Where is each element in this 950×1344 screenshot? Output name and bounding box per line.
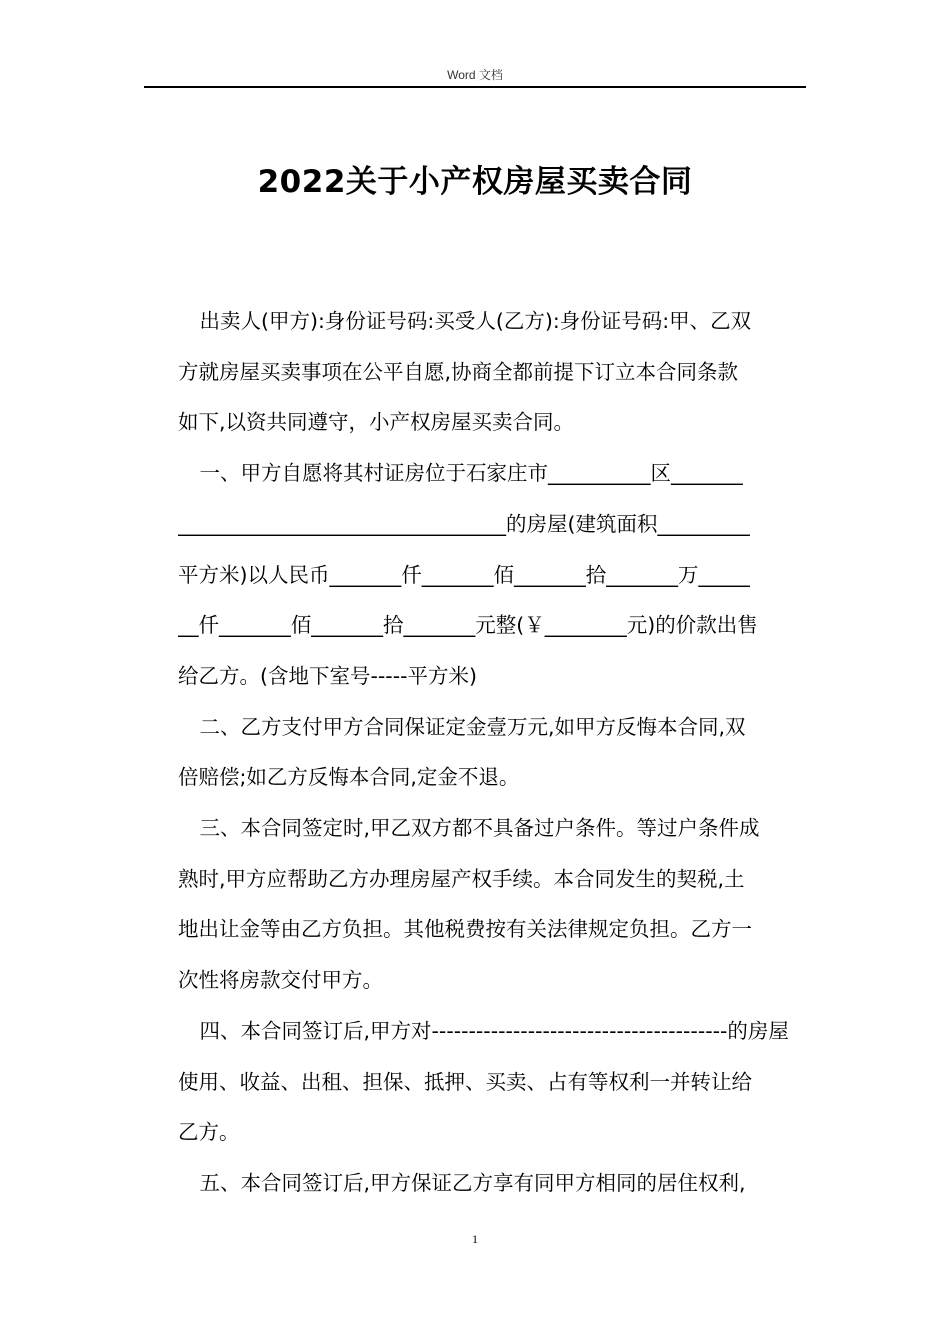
text-line: 方就房屋买卖事项在公平自愿,协商全都前提下订立本合同条款 (178, 359, 739, 384)
text-line: 出卖人(甲方):身份证号码:买受人(乙方):身份证号码:甲、乙双 (199, 309, 752, 333)
paragraph-clause-4 (178, 1006, 808, 1158)
text-line: 如下,以资共同遵守，小产权房屋买卖合同。 (178, 410, 575, 435)
paragraph-clause-5 (178, 1158, 808, 1209)
text-line: 使用、收益、出租、担保、抵押、买卖、占有等权利一并转让给 (178, 1069, 752, 1094)
paragraph-clause-2 (178, 702, 808, 803)
text-line: 熟时,甲方应帮助乙方办理房屋产权手续。本合同发生的契税,土 (178, 866, 745, 891)
text-line: __仟_______佰_______拾_______元整(￥________元)的价款出售 (178, 613, 758, 638)
text-line: 四、本合同签订后,甲方对----------------------------------------的房屋 (199, 1018, 789, 1043)
text-line: 地出让金等由乙方负担。其他税费按有关法律规定负担。乙方一 (178, 917, 752, 942)
document-title: 2022关于小产权房屋买卖合同 (257, 164, 693, 200)
text-line: 乙方。 (178, 1120, 240, 1145)
page-number: 1 (472, 1232, 478, 1246)
text-line: 平方米)以人民币_______仟_______佰_______拾_______万_____ (178, 562, 750, 587)
page-header: Word 文档 (447, 68, 503, 82)
paragraph-parties (178, 296, 808, 448)
paragraph-clause-3 (178, 803, 808, 1006)
text-line: 一、甲方自愿将其村证房位于石家庄市__________区_______ (199, 461, 743, 486)
text-line: 给乙方。(含地下室号-----平方米) (178, 663, 477, 688)
header-divider (144, 86, 806, 88)
text-line: 倍赔偿;如乙方反悔本合同,定金不退。 (178, 765, 520, 790)
text-line: 次性将房款交付甲方。 (178, 968, 383, 993)
text-line: 五、本合同签订后,甲方保证乙方享有同甲方相同的居住权利, (199, 1170, 746, 1195)
text-line: ________________________________的房屋(建筑面积_________ (178, 511, 750, 536)
paragraph-clause-1 (178, 448, 808, 702)
text-line: 二、乙方支付甲方合同保证定金壹万元,如甲方反悔本合同,双 (199, 714, 746, 739)
document-body (178, 296, 808, 1209)
text-line: 三、本合同签定时,甲乙双方都不具备过户条件。等过户条件成 (199, 816, 760, 841)
